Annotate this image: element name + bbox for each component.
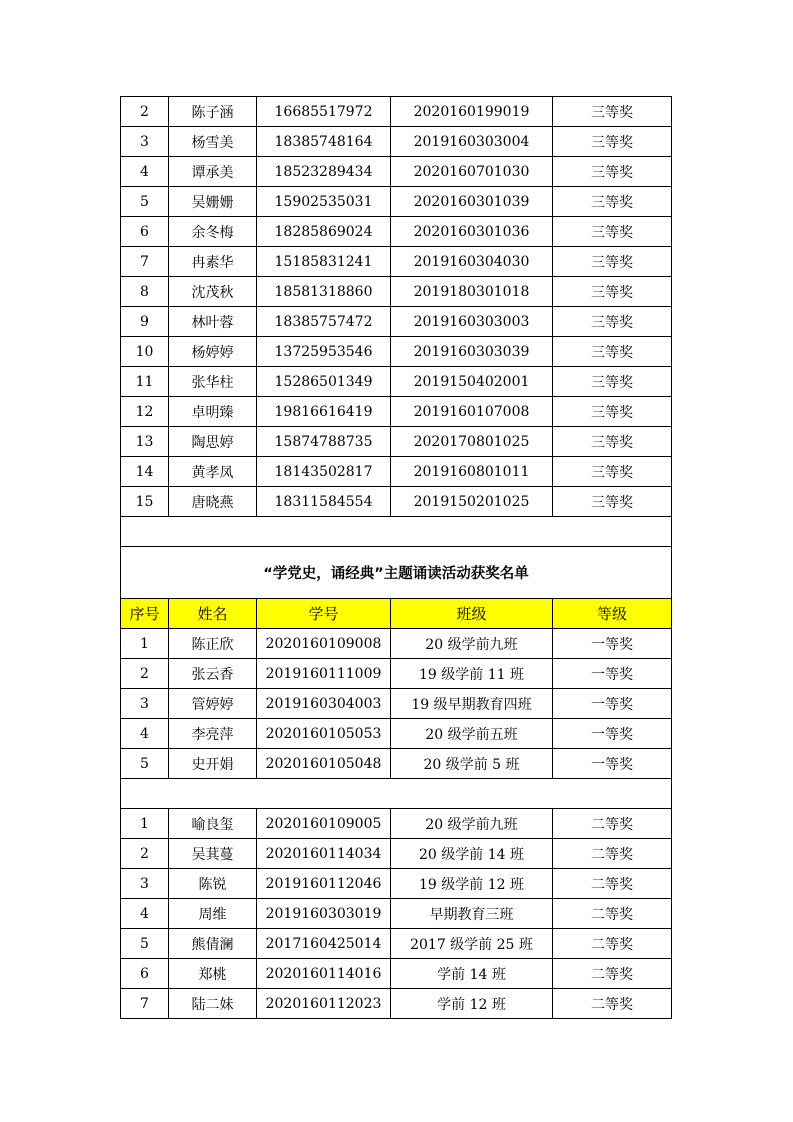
phone-number: 16685517972 [257, 97, 391, 127]
row-number: 4 [121, 719, 169, 749]
table-row [121, 157, 672, 187]
table-row [121, 629, 672, 659]
row-number: 6 [121, 217, 169, 247]
header-name: 姓名 [169, 599, 257, 629]
class-name: 2017 级学前 25 班 [391, 929, 553, 959]
phone-number: 18285869024 [257, 217, 391, 247]
phone-number: 18523289434 [257, 157, 391, 187]
student-name: 张云香 [169, 659, 257, 689]
row-number: 14 [121, 457, 169, 487]
blank-cell [121, 779, 672, 809]
class-name: 20 级学前九班 [391, 629, 553, 659]
table-row [121, 839, 672, 869]
table-row [121, 719, 672, 749]
award-level: 三等奖 [553, 487, 672, 517]
table-row [121, 337, 672, 367]
award-level: 二等奖 [553, 989, 672, 1019]
blank-row [121, 779, 672, 809]
row-number: 5 [121, 929, 169, 959]
student-id: 2020160701030 [391, 157, 553, 187]
table-row [121, 307, 672, 337]
row-number: 8 [121, 277, 169, 307]
student-id: 2020160114034 [257, 839, 391, 869]
award-level: 三等奖 [553, 157, 672, 187]
table-row [121, 989, 672, 1019]
student-name: 谭承美 [169, 157, 257, 187]
student-id: 2020160301039 [391, 187, 553, 217]
student-id: 2019160303019 [257, 899, 391, 929]
class-name: 20 级学前 14 班 [391, 839, 553, 869]
student-name: 杨雪美 [169, 127, 257, 157]
student-name: 余冬梅 [169, 217, 257, 247]
student-id: 2019150402001 [391, 367, 553, 397]
header-class: 班级 [391, 599, 553, 629]
row-number: 3 [121, 689, 169, 719]
student-id: 2019160304030 [391, 247, 553, 277]
student-name: 陈子涵 [169, 97, 257, 127]
row-number: 15 [121, 487, 169, 517]
table-row [121, 929, 672, 959]
table-row [121, 97, 672, 127]
award-level: 二等奖 [553, 869, 672, 899]
student-name: 黄孝凤 [169, 457, 257, 487]
phone-number: 18311584554 [257, 487, 391, 517]
phone-number: 15185831241 [257, 247, 391, 277]
row-number: 2 [121, 97, 169, 127]
table-row [121, 277, 672, 307]
class-name: 学前 12 班 [391, 989, 553, 1019]
student-id: 2019180301018 [391, 277, 553, 307]
class-name: 20 级学前九班 [391, 809, 553, 839]
row-number: 6 [121, 959, 169, 989]
award-table [120, 96, 672, 1019]
row-number: 4 [121, 157, 169, 187]
student-id: 2020160105048 [257, 749, 391, 779]
row-number: 2 [121, 839, 169, 869]
table-row [121, 397, 672, 427]
student-id: 2020160114016 [257, 959, 391, 989]
student-name: 沈茂秋 [169, 277, 257, 307]
class-name: 19 级早期教育四班 [391, 689, 553, 719]
award-level: 三等奖 [553, 307, 672, 337]
class-name: 19 级学前 12 班 [391, 869, 553, 899]
student-name: 吴萁蔓 [169, 839, 257, 869]
student-name: 卓明臻 [169, 397, 257, 427]
student-name: 张华柱 [169, 367, 257, 397]
award-table-body [121, 97, 672, 1019]
award-level: 三等奖 [553, 337, 672, 367]
student-id: 2019160107008 [391, 397, 553, 427]
table-row [121, 689, 672, 719]
award-level: 二等奖 [553, 929, 672, 959]
blank-row [121, 517, 672, 547]
award-level: 一等奖 [553, 629, 672, 659]
student-name: 陆二妹 [169, 989, 257, 1019]
award-level: 一等奖 [553, 659, 672, 689]
table-row [121, 899, 672, 929]
award-level: 三等奖 [553, 277, 672, 307]
row-number: 4 [121, 899, 169, 929]
award-level: 二等奖 [553, 899, 672, 929]
award-level: 三等奖 [553, 427, 672, 457]
class-name: 学前 14 班 [391, 959, 553, 989]
phone-number: 18581318860 [257, 277, 391, 307]
table-row [121, 457, 672, 487]
award-level: 三等奖 [553, 187, 672, 217]
phone-number: 13725953546 [257, 337, 391, 367]
student-name: 史开娟 [169, 749, 257, 779]
student-name: 冉素华 [169, 247, 257, 277]
award-level: 二等奖 [553, 959, 672, 989]
header-number: 序号 [121, 599, 169, 629]
award-level: 二等奖 [553, 839, 672, 869]
award-level: 三等奖 [553, 97, 672, 127]
student-id: 2019160112046 [257, 869, 391, 899]
student-name: 唐晓燕 [169, 487, 257, 517]
student-id: 2019160303039 [391, 337, 553, 367]
student-id: 2019160801011 [391, 457, 553, 487]
student-id: 2019160303003 [391, 307, 553, 337]
student-name: 管婷婷 [169, 689, 257, 719]
student-id: 2020160109005 [257, 809, 391, 839]
student-name: 周维 [169, 899, 257, 929]
student-id: 2019160304003 [257, 689, 391, 719]
table-row [121, 487, 672, 517]
award-level: 一等奖 [553, 749, 672, 779]
table-row [121, 809, 672, 839]
award-level: 二等奖 [553, 809, 672, 839]
table-row [121, 127, 672, 157]
class-name: 早期教育三班 [391, 899, 553, 929]
award-level: 三等奖 [553, 127, 672, 157]
header-student-id: 学号 [257, 599, 391, 629]
class-name: 20 级学前五班 [391, 719, 553, 749]
student-id: 2019150201025 [391, 487, 553, 517]
table-row [121, 749, 672, 779]
student-name: 郑桃 [169, 959, 257, 989]
award-level: 三等奖 [553, 367, 672, 397]
row-number: 7 [121, 989, 169, 1019]
phone-number: 19816616419 [257, 397, 391, 427]
student-id: 2019160303004 [391, 127, 553, 157]
student-id: 2020160105053 [257, 719, 391, 749]
student-name: 陈锐 [169, 869, 257, 899]
student-name: 吴姗姗 [169, 187, 257, 217]
row-number: 1 [121, 809, 169, 839]
section-title: “学党史，诵经典”主题诵读活动获奖名单 [121, 547, 672, 599]
table-row [121, 187, 672, 217]
student-id: 2020170801025 [391, 427, 553, 457]
award-level: 三等奖 [553, 247, 672, 277]
student-name: 陈正欣 [169, 629, 257, 659]
student-id: 2019160111009 [257, 659, 391, 689]
student-name: 陶思婷 [169, 427, 257, 457]
student-id: 2020160301036 [391, 217, 553, 247]
class-name: 20 级学前 5 班 [391, 749, 553, 779]
student-id: 2020160109008 [257, 629, 391, 659]
row-number: 11 [121, 367, 169, 397]
award-level: 一等奖 [553, 719, 672, 749]
student-id: 2020160112023 [257, 989, 391, 1019]
row-number: 10 [121, 337, 169, 367]
award-level: 三等奖 [553, 457, 672, 487]
table-row [121, 247, 672, 277]
header-level: 等级 [553, 599, 672, 629]
student-name: 杨婷婷 [169, 337, 257, 367]
table-row [121, 959, 672, 989]
student-name: 林叶蓉 [169, 307, 257, 337]
award-level: 三等奖 [553, 217, 672, 247]
row-number: 3 [121, 869, 169, 899]
student-name: 熊倩澜 [169, 929, 257, 959]
phone-number: 18385748164 [257, 127, 391, 157]
student-name: 李亮萍 [169, 719, 257, 749]
award-level: 三等奖 [553, 397, 672, 427]
row-number: 13 [121, 427, 169, 457]
section-title-row [121, 547, 672, 599]
phone-number: 18385757472 [257, 307, 391, 337]
award-level: 一等奖 [553, 689, 672, 719]
phone-number: 15874788735 [257, 427, 391, 457]
phone-number: 18143502817 [257, 457, 391, 487]
class-name: 19 级学前 11 班 [391, 659, 553, 689]
table-row [121, 217, 672, 247]
student-id: 2020160199019 [391, 97, 553, 127]
row-number: 9 [121, 307, 169, 337]
student-name: 喻良玺 [169, 809, 257, 839]
row-number: 2 [121, 659, 169, 689]
phone-number: 15286501349 [257, 367, 391, 397]
table-row [121, 659, 672, 689]
phone-number: 15902535031 [257, 187, 391, 217]
table-row [121, 427, 672, 457]
table-row [121, 367, 672, 397]
student-id: 2017160425014 [257, 929, 391, 959]
row-number: 1 [121, 629, 169, 659]
row-number: 5 [121, 187, 169, 217]
row-number: 7 [121, 247, 169, 277]
table-row [121, 869, 672, 899]
row-number: 12 [121, 397, 169, 427]
row-number: 5 [121, 749, 169, 779]
header-row [121, 599, 672, 629]
row-number: 3 [121, 127, 169, 157]
blank-cell [121, 517, 672, 547]
